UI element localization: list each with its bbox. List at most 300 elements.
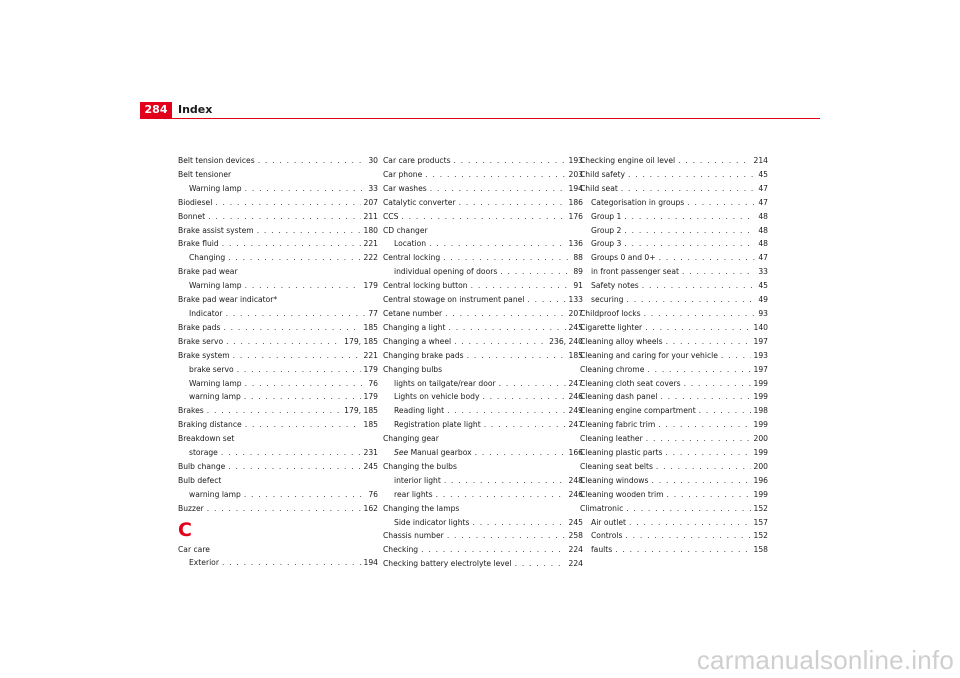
index-entry xyxy=(580,154,768,168)
index-term xyxy=(189,556,219,570)
index-term xyxy=(580,335,663,349)
page-reference: 224 xyxy=(568,545,583,555)
index-subentry xyxy=(178,363,378,377)
index-entry xyxy=(178,237,378,251)
page-reference: 207 xyxy=(363,197,378,207)
index-entry xyxy=(178,460,378,474)
dot-leader xyxy=(645,321,750,335)
index-term-text: Cleaning alloy wheels xyxy=(580,336,663,346)
index-term-text: lights on tailgate/rear door xyxy=(394,378,496,388)
dot-leader xyxy=(666,335,751,349)
page-reference: 194 xyxy=(568,183,583,193)
dot-leader xyxy=(626,502,750,516)
page-reference: 199 xyxy=(753,378,768,388)
index-subentry xyxy=(178,279,378,293)
index-term-text: Checking battery electrolyte level xyxy=(383,559,512,569)
index-entry xyxy=(580,460,768,474)
index-term-text: Braking distance xyxy=(178,420,242,430)
dot-leader xyxy=(237,363,361,377)
index-term-text: securing xyxy=(591,295,624,305)
index-term xyxy=(383,293,524,307)
page-reference: 203 xyxy=(568,169,583,179)
dot-leader xyxy=(515,557,566,571)
dot-leader xyxy=(484,418,566,432)
dot-leader xyxy=(245,182,366,196)
index-term xyxy=(189,279,242,293)
index-term xyxy=(178,321,220,335)
index-term xyxy=(394,516,469,530)
index-term-text: Belt tension devices xyxy=(178,156,255,165)
index-term xyxy=(178,196,212,210)
index-subentry xyxy=(580,210,768,224)
index-term xyxy=(591,279,639,293)
index-term xyxy=(383,182,427,196)
index-term-text: Indicator xyxy=(189,308,223,318)
page-reference: 166 xyxy=(568,448,583,458)
index-term-text: Brake servo xyxy=(178,336,224,346)
page-reference: 221 xyxy=(363,350,378,360)
index-entry xyxy=(580,335,768,349)
dot-leader xyxy=(258,154,366,168)
watermark: carmanualsonline.info xyxy=(696,645,954,675)
index-term-text: Location xyxy=(394,239,427,249)
index-entry xyxy=(580,321,768,335)
index-term-text: Cleaning windows xyxy=(580,475,649,485)
dot-leader xyxy=(223,321,360,335)
index-heading: Changing gear xyxy=(383,434,439,444)
index-term-text: Car phone xyxy=(383,169,423,179)
dot-leader xyxy=(624,237,755,251)
dot-leader xyxy=(475,446,566,460)
index-term xyxy=(580,432,643,446)
index-term xyxy=(189,307,223,321)
index-entry xyxy=(383,543,583,557)
index-entry xyxy=(383,349,583,363)
index-term-text: Cleaning leather xyxy=(580,434,643,444)
index-subentry xyxy=(580,196,768,210)
header-rule xyxy=(140,118,820,119)
page-reference: 76 xyxy=(368,489,378,499)
page-reference: 48 xyxy=(758,211,768,221)
index-term-text: Cleaning dash panel xyxy=(580,392,658,402)
index-term xyxy=(189,363,234,377)
index-entry xyxy=(178,418,378,432)
index-term xyxy=(394,418,481,432)
index-term xyxy=(189,182,242,196)
dot-leader xyxy=(244,390,361,404)
index-term xyxy=(383,349,464,363)
index-entry xyxy=(178,502,378,516)
index-term-text: Group 3 xyxy=(591,239,622,249)
dot-leader xyxy=(624,210,755,224)
dot-leader xyxy=(626,293,755,307)
index-entry xyxy=(383,182,583,196)
page-reference: 30 xyxy=(368,156,378,165)
index-term xyxy=(394,446,472,460)
index-term-text: Warning lamp xyxy=(189,378,242,388)
index-term xyxy=(383,321,445,335)
index-subentry xyxy=(580,279,768,293)
index-entry xyxy=(580,446,768,460)
dot-leader xyxy=(222,237,361,251)
page-reference: 93 xyxy=(758,308,768,318)
page-reference: 47 xyxy=(758,253,768,263)
index-term xyxy=(189,390,241,404)
index-term xyxy=(383,529,444,543)
index-entry xyxy=(178,224,378,238)
page-reference: 152 xyxy=(753,503,768,513)
index-subentry xyxy=(383,474,583,488)
page-title: Index xyxy=(178,103,213,116)
index-heading: Changing the bulbs xyxy=(383,461,457,471)
index-term-text: Cleaning and caring for your vehicle xyxy=(580,350,718,360)
dot-leader xyxy=(665,446,750,460)
dot-leader xyxy=(472,516,565,530)
index-entry xyxy=(383,529,583,543)
index-entry xyxy=(580,404,768,418)
dot-leader xyxy=(221,446,361,460)
index-subentry xyxy=(580,293,768,307)
index-subentry xyxy=(178,488,378,502)
dot-leader xyxy=(429,237,565,251)
index-term xyxy=(591,529,622,543)
index-term-text: Checking engine oil level xyxy=(580,156,676,165)
index-term-text: faults xyxy=(591,545,613,555)
index-term xyxy=(394,404,444,418)
index-term-text: Changing a wheel xyxy=(383,336,452,346)
index-term-text: Group 1 xyxy=(591,211,622,221)
dot-leader xyxy=(207,502,361,516)
index-term xyxy=(394,265,497,279)
index-term xyxy=(580,168,625,182)
index-entry xyxy=(580,418,768,432)
page-reference: 197 xyxy=(753,364,768,374)
index-term xyxy=(580,446,662,460)
index-subentry xyxy=(383,237,583,251)
page-number-badge: 284 xyxy=(140,102,172,118)
page-reference: 33 xyxy=(758,267,768,277)
index-heading: Changing bulbs xyxy=(383,364,443,374)
index-term xyxy=(580,418,655,432)
index-term xyxy=(383,154,451,168)
index-entry xyxy=(580,390,768,404)
dot-leader xyxy=(629,516,750,530)
dot-leader xyxy=(467,349,566,363)
index-term-text: Child seat xyxy=(580,183,618,193)
page-reference: 193 xyxy=(568,156,583,165)
index-term-text: CCS xyxy=(383,211,399,221)
index-entry xyxy=(580,363,768,377)
index-entry xyxy=(178,404,378,418)
page-reference: 179, 185 xyxy=(344,336,378,346)
index-term-text: Childproof locks xyxy=(580,308,641,318)
index-term xyxy=(383,307,442,321)
index-term-text: Car washes xyxy=(383,183,427,193)
index-term xyxy=(178,237,219,251)
index-term xyxy=(383,196,456,210)
index-entry xyxy=(383,279,583,293)
page-reference: 222 xyxy=(363,253,378,263)
dot-leader xyxy=(447,404,565,418)
index-subentry xyxy=(580,543,768,557)
index-term xyxy=(591,237,621,251)
dot-leader xyxy=(660,390,750,404)
index-entry xyxy=(383,210,583,224)
dot-leader xyxy=(471,279,571,293)
index-entry xyxy=(580,432,768,446)
index-term xyxy=(580,377,681,391)
dot-leader xyxy=(430,182,566,196)
index-term-text: Chassis number xyxy=(383,531,444,541)
dot-leader xyxy=(226,335,341,349)
dot-leader xyxy=(445,307,565,321)
index-term xyxy=(591,224,621,238)
index-term xyxy=(178,404,204,418)
index-term-text: Warning lamp xyxy=(189,183,242,193)
index-term xyxy=(178,224,254,238)
index-term-text: Brake assist system xyxy=(178,225,254,235)
index-entry xyxy=(383,196,583,210)
index-term-text: Car care products xyxy=(383,156,451,165)
index-subentry xyxy=(383,404,583,418)
index-term xyxy=(394,474,441,488)
dot-leader xyxy=(245,279,361,293)
dot-leader xyxy=(499,377,566,391)
index-term-text: Warning lamp xyxy=(189,281,242,291)
page-reference: 194 xyxy=(363,558,378,568)
index-subentry xyxy=(580,224,768,238)
index-entry xyxy=(580,349,768,363)
index-term-text: Buzzer xyxy=(178,503,204,513)
index-term-text: Cleaning wooden trim xyxy=(580,489,664,499)
index-column-2 xyxy=(383,154,583,571)
dot-leader xyxy=(621,182,756,196)
page-reference: 49 xyxy=(758,295,768,305)
page-reference: 236, 240 xyxy=(549,336,583,346)
dot-leader xyxy=(659,251,756,265)
page-reference: 185 xyxy=(363,420,378,430)
page-reference: 197 xyxy=(753,336,768,346)
index-term xyxy=(383,543,418,557)
page-reference: 258 xyxy=(568,531,583,541)
index-subentry xyxy=(178,556,378,570)
index-entry xyxy=(178,335,378,349)
page-reference: 45 xyxy=(758,281,768,291)
index-heading: Brake pad wear xyxy=(178,267,238,277)
page-reference: 196 xyxy=(753,475,768,485)
index-subentry xyxy=(178,390,378,404)
index-term-text: rear lights xyxy=(394,489,433,499)
index-term-text: Child safety xyxy=(580,169,625,179)
page-reference: 179 xyxy=(363,364,378,374)
index-term-text: Air outlet xyxy=(591,517,627,527)
dot-leader xyxy=(642,279,756,293)
index-term-text: Changing a light xyxy=(383,322,446,332)
index-heading: Bulb defect xyxy=(178,475,222,485)
index-entry xyxy=(383,307,583,321)
page-reference: 162 xyxy=(363,503,378,513)
index-term-text: individual opening of doors xyxy=(394,267,498,277)
page-reference: 185 xyxy=(568,350,583,360)
page-reference: 88 xyxy=(573,253,583,263)
page-reference: 214 xyxy=(753,156,768,165)
page-reference: 179 xyxy=(363,281,378,291)
page-reference: 185 xyxy=(363,322,378,332)
index-term xyxy=(189,251,225,265)
dot-leader xyxy=(436,488,566,502)
page-reference: 133 xyxy=(568,295,583,305)
index-term-text: Central locking xyxy=(383,253,441,263)
page-reference: 45 xyxy=(758,169,768,179)
index-term xyxy=(178,335,223,349)
index-subentry xyxy=(178,251,378,265)
dot-leader xyxy=(658,418,750,432)
index-term xyxy=(383,168,422,182)
dot-leader xyxy=(628,168,755,182)
index-term-text: Side indicator lights xyxy=(394,517,470,527)
dot-leader xyxy=(667,488,751,502)
index-term xyxy=(394,488,433,502)
dot-leader xyxy=(443,251,570,265)
index-term xyxy=(580,502,623,516)
index-term-text: Cleaning plastic parts xyxy=(580,448,663,458)
index-section-letter: C xyxy=(178,518,192,541)
index-heading: CD changer xyxy=(383,225,428,235)
index-term xyxy=(383,279,468,293)
index-term-text: Central stowage on instrument panel xyxy=(383,295,525,305)
index-term-text: warning lamp xyxy=(189,392,241,402)
index-term-text: Bulb change xyxy=(178,461,226,471)
index-term-text: Controls xyxy=(591,531,623,541)
page-reference: 48 xyxy=(758,225,768,235)
index-term-text: Changing xyxy=(189,253,226,263)
page-reference: 198 xyxy=(753,406,768,416)
index-term-text: Brakes xyxy=(178,406,204,416)
index-term-text: interior light xyxy=(394,475,441,485)
index-term xyxy=(189,488,241,502)
index-term xyxy=(580,154,675,168)
page-reference: 136 xyxy=(568,239,583,249)
index-term xyxy=(394,237,426,251)
page-reference: 247 xyxy=(568,378,583,388)
index-subentry xyxy=(383,488,583,502)
page-reference: 47 xyxy=(758,197,768,207)
index-subentry xyxy=(178,182,378,196)
index-entry xyxy=(178,349,378,363)
dot-leader xyxy=(682,265,755,279)
dot-leader xyxy=(425,168,565,182)
page-reference: 48 xyxy=(758,239,768,249)
index-subentry xyxy=(580,251,768,265)
index-term-text: Changing brake pads xyxy=(383,350,464,360)
index-subentry xyxy=(383,390,583,404)
index-term-text: Cleaning fabric trim xyxy=(580,420,656,430)
dot-leader xyxy=(233,349,361,363)
index-term xyxy=(580,363,644,377)
dot-leader xyxy=(208,210,360,224)
index-heading: Changing the lamps xyxy=(383,503,460,513)
index-entry xyxy=(580,377,768,391)
page-reference: 47 xyxy=(758,183,768,193)
index-term xyxy=(580,474,648,488)
page-reference: 157 xyxy=(753,517,768,527)
dot-leader xyxy=(656,460,751,474)
page-reference: 221 xyxy=(363,239,378,249)
index-term-text: Central locking button xyxy=(383,281,468,291)
index-term xyxy=(591,196,684,210)
index-entry xyxy=(580,488,768,502)
dot-leader xyxy=(459,196,566,210)
dot-leader xyxy=(245,418,361,432)
page-reference: 158 xyxy=(753,545,768,555)
index-term xyxy=(580,182,618,196)
page-reference: 207 xyxy=(568,308,583,318)
index-entry xyxy=(580,307,768,321)
dot-leader xyxy=(482,390,565,404)
index-term xyxy=(178,502,204,516)
dot-leader xyxy=(684,377,751,391)
page-reference: 76 xyxy=(368,378,378,388)
index-term xyxy=(580,321,642,335)
index-term-text: Exterior xyxy=(189,558,219,568)
index-term-text: Manual gearbox xyxy=(410,448,472,458)
index-term-text: Cleaning cloth seat covers xyxy=(580,378,681,388)
page-reference: 231 xyxy=(363,448,378,458)
page-reference: 33 xyxy=(368,183,378,193)
dot-leader xyxy=(721,349,751,363)
index-term xyxy=(383,557,512,571)
page-reference: 179 xyxy=(363,392,378,402)
index-entry xyxy=(580,502,768,516)
index-entry xyxy=(383,168,583,182)
index-term xyxy=(580,460,653,474)
index-term-text: Lights on vehicle body xyxy=(394,392,480,402)
page-reference: 245 xyxy=(363,461,378,471)
index-entry xyxy=(383,557,583,571)
index-column-3 xyxy=(580,154,768,557)
index-term xyxy=(189,377,242,391)
index-subentry xyxy=(580,529,768,543)
index-term xyxy=(178,154,255,168)
index-heading: Breakdown set xyxy=(178,434,235,444)
page-reference: 248 xyxy=(568,475,583,485)
index-entry xyxy=(178,154,378,168)
page-reference: 91 xyxy=(573,281,583,291)
index-term-text: Registration plate light xyxy=(394,420,481,430)
index-term xyxy=(580,390,657,404)
index-term xyxy=(189,446,218,460)
index-term-text: Safety notes xyxy=(591,281,639,291)
see-reference: See xyxy=(394,448,409,458)
dot-leader xyxy=(421,543,565,557)
index-term-text: Cleaning chrome xyxy=(580,364,645,374)
dot-leader xyxy=(215,196,360,210)
index-term xyxy=(580,349,718,363)
index-term-text: Checking xyxy=(383,545,419,555)
index-term-text: Brake system xyxy=(178,350,230,360)
dot-leader xyxy=(699,404,751,418)
index-term-text: Cleaning engine compartment xyxy=(580,406,696,416)
index-subentry xyxy=(383,418,583,432)
index-term xyxy=(394,390,479,404)
page-reference: 89 xyxy=(573,267,583,277)
index-entry xyxy=(178,196,378,210)
dot-leader xyxy=(207,404,341,418)
page-reference: 180 xyxy=(363,225,378,235)
index-term xyxy=(178,349,230,363)
dot-leader xyxy=(401,210,565,224)
index-term xyxy=(580,404,696,418)
